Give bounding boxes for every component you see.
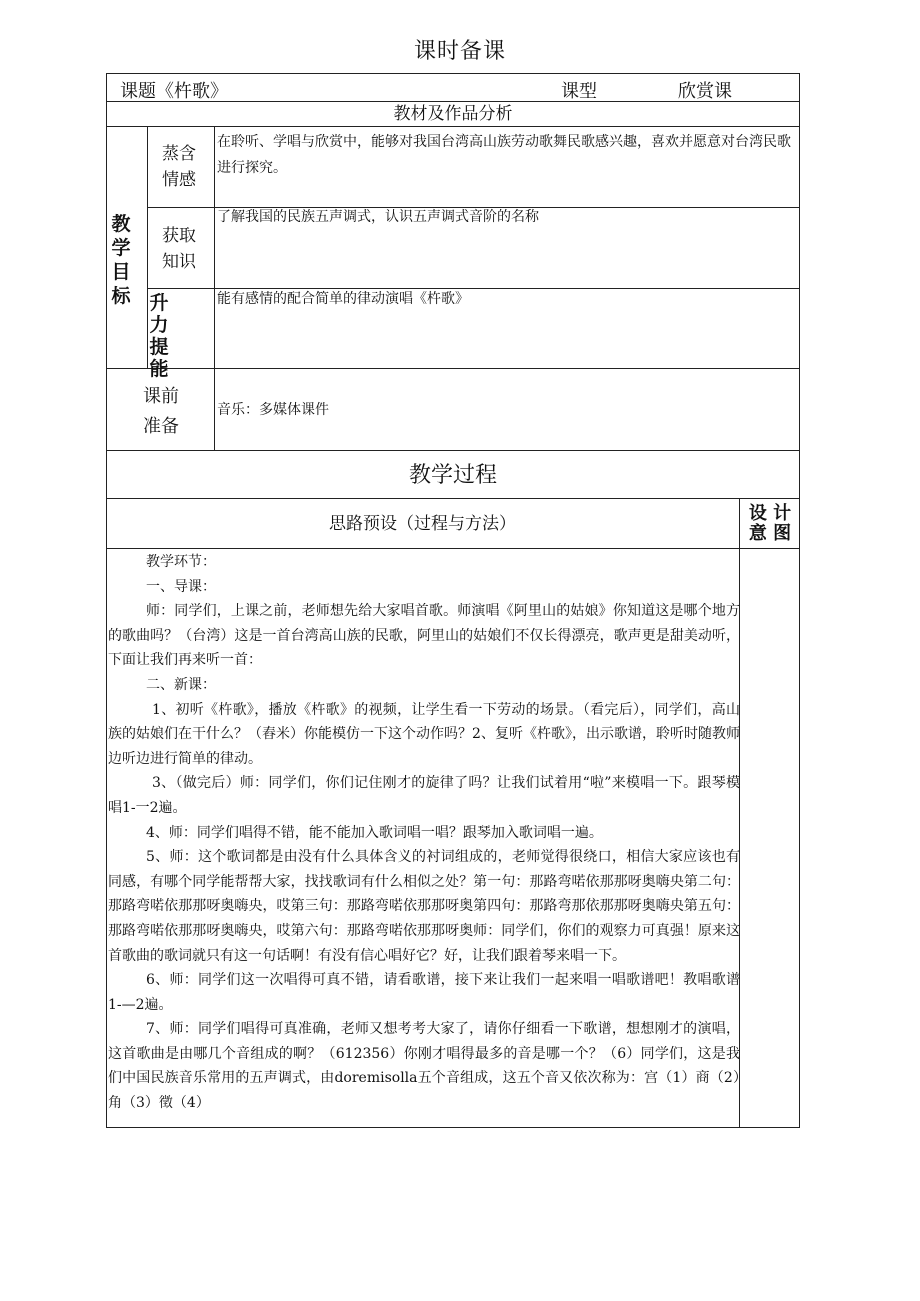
goal-knowledge-label-1: 获取 xyxy=(162,226,196,246)
process-paragraph: 教学环节： xyxy=(146,554,216,570)
process-paragraph: 1、初听《杵歌》，播放《杵歌》的视频，让学生看一下劳动的场景。（看完后），同学们，高山族的姑娘们在干什么？（舂米）你能模仿一下这个动作吗？2、复听《杵歌》，出示歌谱，聆听时随教师边听边进行简单的律动。 xyxy=(108,701,740,767)
process-title: 教学过程 xyxy=(408,463,497,488)
prep-label-1: 课前 xyxy=(143,386,179,407)
design-intent-header-1: 设 计 xyxy=(748,503,792,524)
goal-knowledge-content: 了解我国的民族五声调式，认识五声调式音阶的名称 xyxy=(217,209,539,225)
process-method-header: 思路预设（过程与方法） xyxy=(329,514,516,534)
goal-knowledge-label-2: 知识 xyxy=(162,252,196,272)
process-content xyxy=(108,550,740,1116)
process-paragraph: 一、导课： xyxy=(146,578,216,595)
process-paragraph: 3、（做完后）师：同学们，你们记住刚才的旋律了吗？让我们试着用“啦”来模唱一下。跟琴模唱1-一2遍。 xyxy=(108,775,740,816)
goal-emotion-label-1: 蒸含 xyxy=(162,144,196,164)
analysis-title: 教材及作品分析 xyxy=(393,104,513,124)
design-intent-header-2: 意 图 xyxy=(748,523,792,544)
topic-label: 课题《杵歌》 xyxy=(120,81,228,102)
goal-ability-content: 能有感情的配合简单的律动演唱《杵歌》 xyxy=(217,291,469,307)
process-paragraph: 4、师：同学们唱得不错，能不能加入歌词唱一唱？跟琴加入歌词唱一遍。 xyxy=(146,824,603,841)
process-paragraph: 师：同学们，上课之前，老师想先给大家唱首歌。师演唱《阿里山的姑娘》你知道这是哪个地方的歌曲吗？（台湾）这是一首台湾高山族的民歌，阿里山的姑娘们不仅长得漂亮，歌声更是甜美动听，下面让我们再来听一首： xyxy=(108,603,740,669)
process-paragraph: 5、师：这个歌词都是由没有什么具体含义的衬词组成的，老师觉得很绕口，相信大家应该也有同感，有哪个同学能帮帮大家，找找歌词有什么相似之处？第一句：那路弯喏依那那呀奥嗨央第二句：那路弯喏依那那呀奥嗨央，哎第三句：那路弯喏依那那呀奥第四句：那路弯那依那那呀奥嗨央第五句：那路弯喏依那那呀奥嗨央，哎第六句：那路弯喏依那那呀奥师：同学们，你们的观察力可真强！原来这首歌曲的歌词就只有这一句话啊！有没有信心唱好它？好，让我们跟着琴来唱一下。 xyxy=(108,849,740,964)
goal-ability-label: 升力提能 xyxy=(149,292,169,380)
prep-label-2: 准备 xyxy=(143,416,179,437)
process-paragraph: 7、师：同学们唱得可真准确，老师又想考考大家了，请你仔细看一下歌谱，想想刚才的演唱，这首歌曲是由哪几个音组成的啊？（612356）你刚才唱得最多的音是哪一个？（6）同学们，这是我们中国民族音乐常用的五声调式，由doremisolla五个音组成，这五个音又依次称为：宫（1）商（2）角（3）徵（4） xyxy=(108,1021,740,1112)
process-paragraph: 二、新课： xyxy=(146,676,216,693)
prep-content: 音乐：多媒体课件 xyxy=(217,402,329,418)
goal-emotion-label-2: 情感 xyxy=(162,170,196,190)
goals-side-label: 教学目标 xyxy=(111,213,131,307)
goal-ability-label-clip xyxy=(148,292,188,380)
lesson-type-value: 欣赏课 xyxy=(678,81,732,102)
document-title: 课时备课 xyxy=(413,39,506,64)
goal-emotion-content: 在聆听、学唱与欣赏中，能够对我国台湾高山族劳动歌舞民歌感兴趣，喜欢并愿意对台湾民歌进行探究。 xyxy=(217,134,791,176)
process-paragraph: 6、师：同学们这一次唱得可真不错，请看歌谱，接下来让我们一起来唱一唱歌谱吧！教唱歌谱1-—2遍。 xyxy=(108,972,740,1013)
lesson-type-label: 课型 xyxy=(561,81,597,102)
